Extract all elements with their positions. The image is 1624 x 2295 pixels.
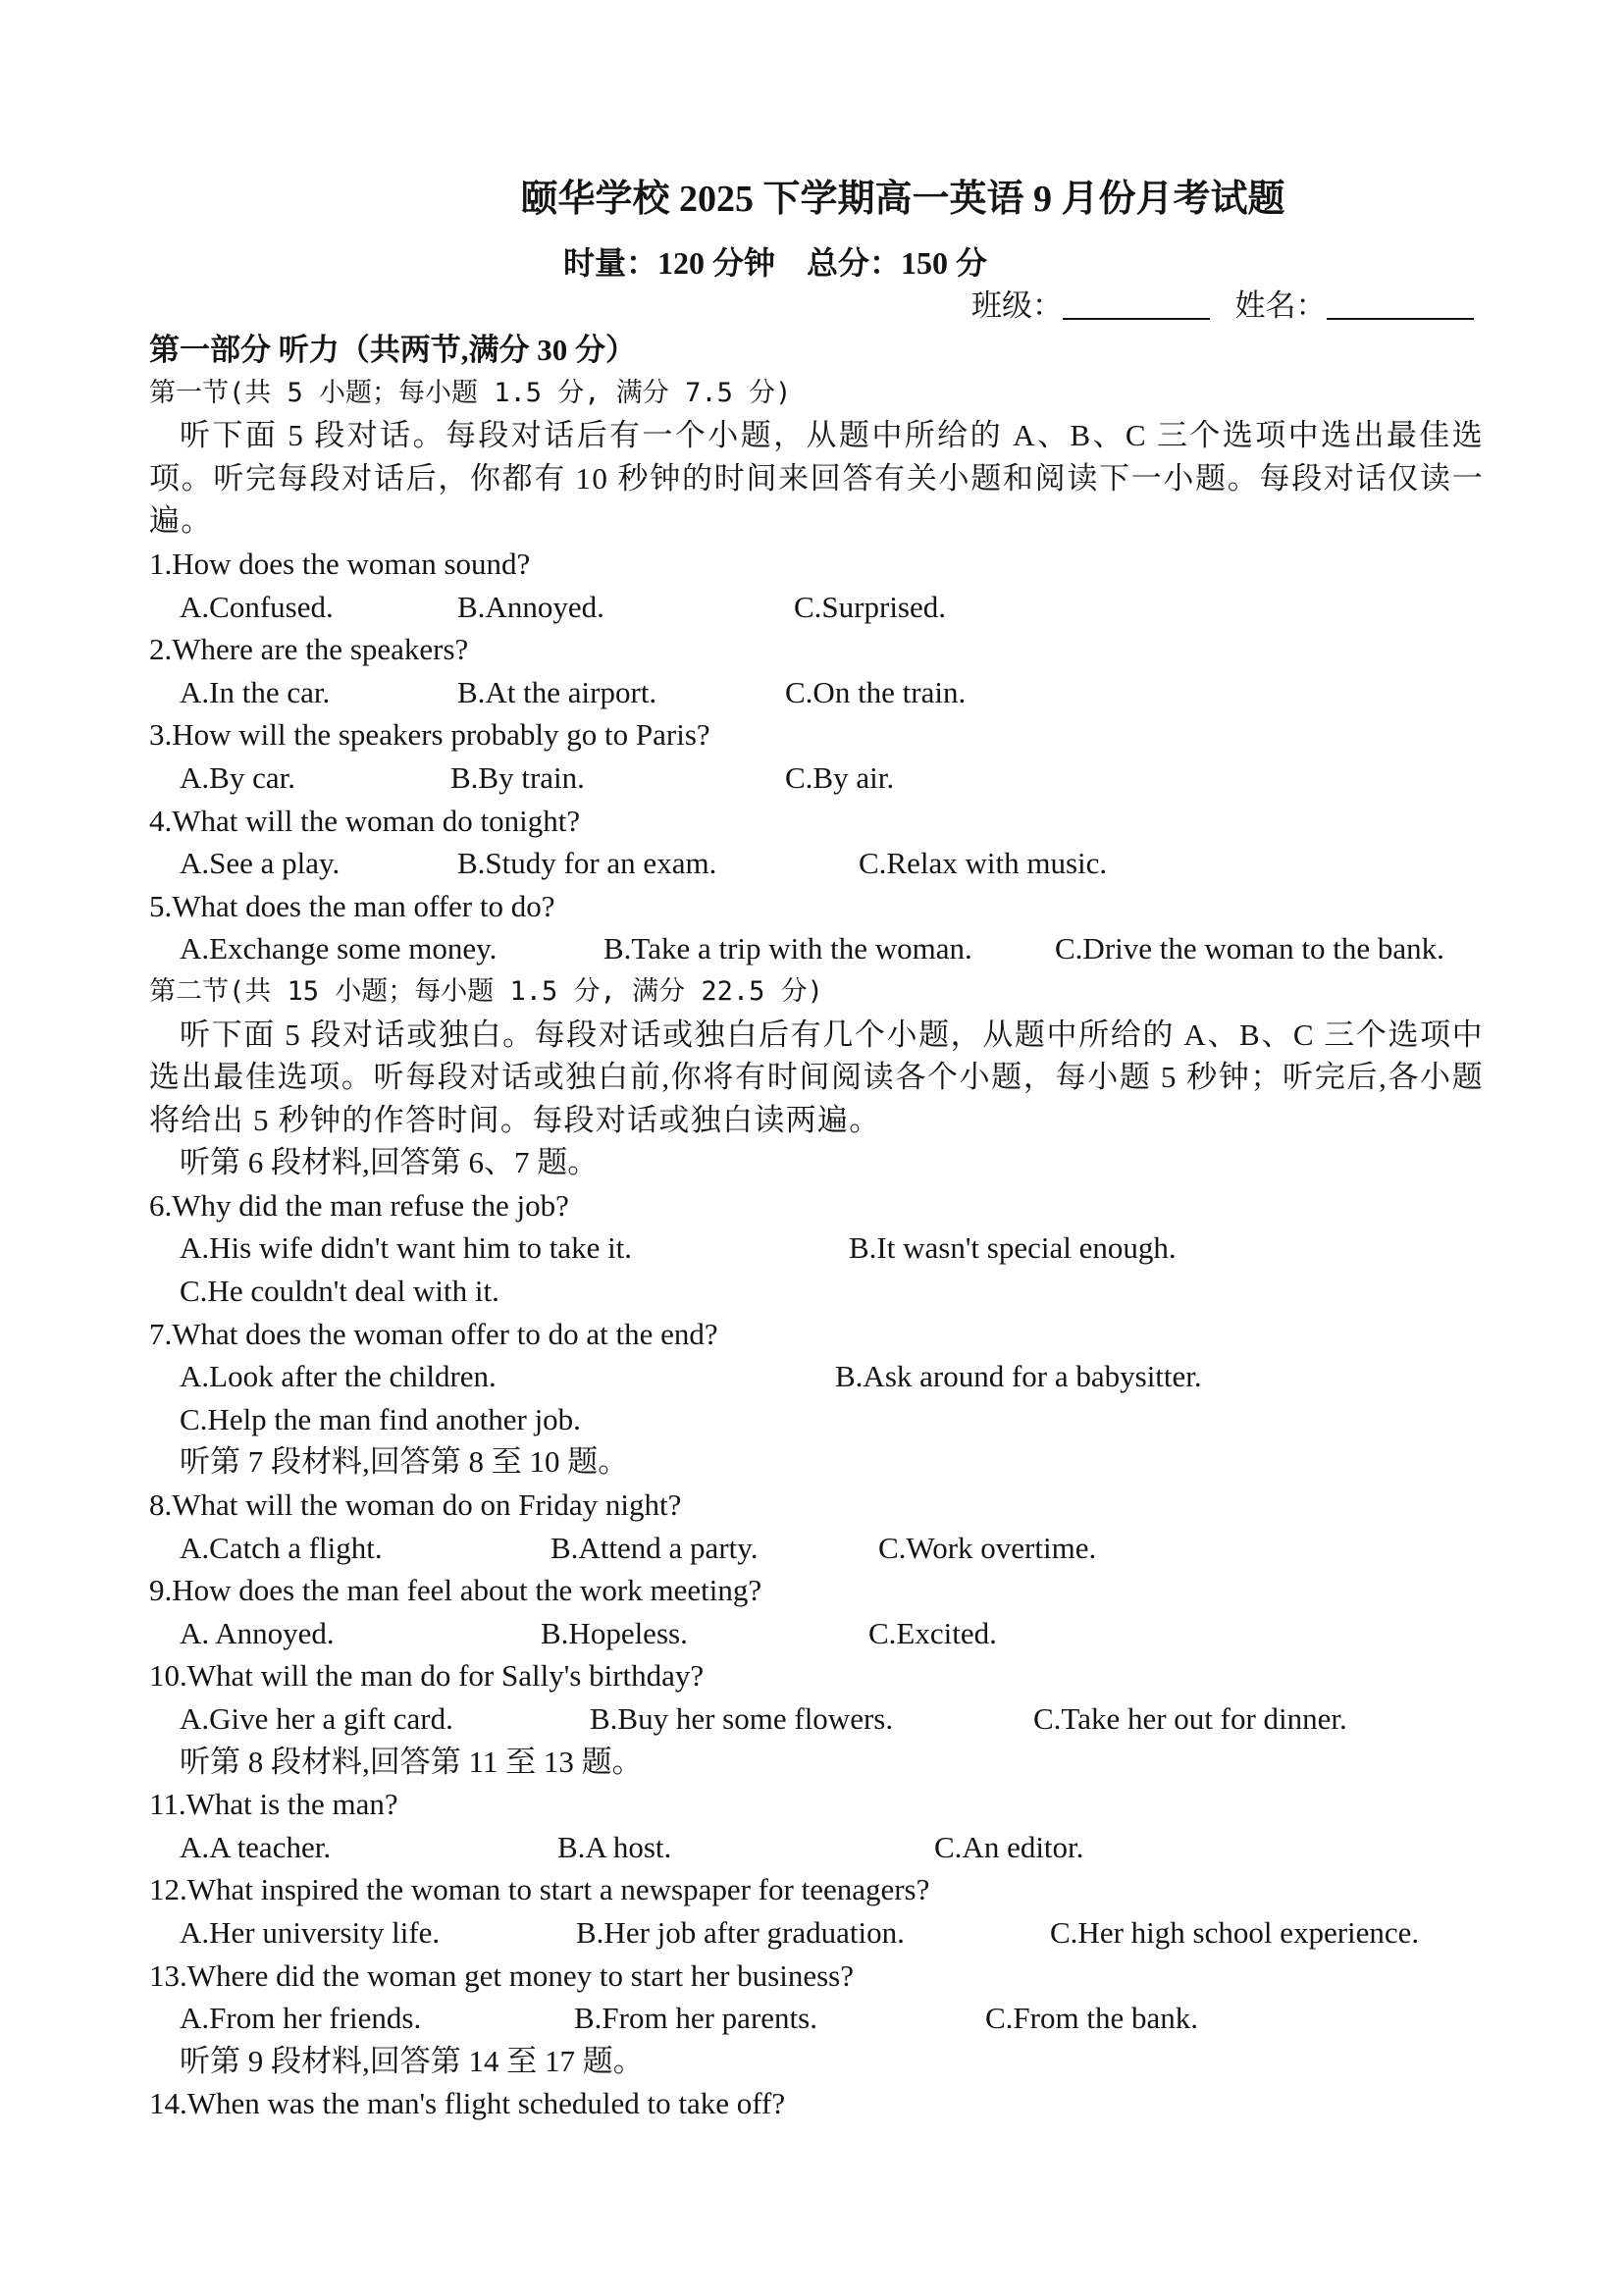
option-c: C.By air. [785, 759, 895, 795]
option-c: C.On the train. [785, 674, 967, 709]
options [149, 671, 1484, 714]
question: 2.Where are the speakers? [149, 632, 469, 667]
option-b: B.Annoyed. [457, 589, 604, 624]
option-c: C.An editor. [934, 1829, 1084, 1864]
option-b: B.Hopeless. [541, 1615, 688, 1650]
option-a: A.Confused. [180, 589, 334, 624]
options [149, 1226, 1484, 1270]
section2-instructions: 听下面 5 段对话或独白。每段对话或独白后有几个小题，从题中所给的 A、B、C 三个选项中选出最佳选项。听每段对话或独白前,你将有时间阅读各个小题，每小题 5 秒钟；听完后,各小题将给出 5 秒钟的作答时间。每段对话或独白读两遍。 [149, 1017, 1484, 1137]
part1-title: 第一部分 听力（共两节,满分 30 分） [149, 333, 636, 367]
options [149, 1997, 1484, 2040]
class-blank[interactable] [1063, 288, 1210, 320]
options [149, 1355, 1484, 1398]
question: 7.What does the woman offer to do at the end? [149, 1316, 718, 1351]
option-a: A.From her friends. [180, 2001, 422, 2036]
options [149, 1826, 1484, 1869]
option-b: B.Ask around for a babysitter. [835, 1359, 1202, 1394]
option-a: A.Give her a gift card. [180, 1701, 453, 1736]
material-9-note: 听第 9 段材料,回答第 14 至 17 题。 [180, 2043, 644, 2078]
question: 11.What is the man? [149, 1787, 398, 1822]
question: 12.What inspired the woman to start a newspaper for teenagers? [149, 1872, 930, 1907]
section1-instructions: 听下面 5 段对话。每段对话后有一个小题，从题中所给的 A、B、C 三个选项中选出最佳选项。听完每段对话后，你都有 10 秒钟的时间来回答有关小题和阅读下一小题。每段对话仅读一遍。 [149, 418, 1484, 539]
option-c: C.Excited. [868, 1615, 997, 1650]
option-a: A.In the car. [180, 674, 331, 709]
option-b: B.Buy her some flowers. [590, 1701, 894, 1736]
option-c: C.From the bank. [985, 2001, 1198, 2036]
option-b: B.A host. [557, 1829, 672, 1864]
question: 5.What does the man offer to do? [149, 888, 555, 923]
section2-title: 第二节(共 15 小题；每小题 1.5 分, 满分 22.5 分) [149, 975, 823, 1007]
option-c: C.Her high school experience. [1050, 1914, 1420, 1950]
option-a: A.His wife didn't want him to take it. [180, 1230, 633, 1266]
option-c: C.Drive the woman to the bank. [1055, 931, 1444, 966]
option-c: C.Surprised. [794, 589, 946, 624]
section1-title: 第一节(共 5 小题；每小题 1.5 分, 满分 7.5 分) [149, 377, 792, 408]
option-a: A.Catch a flight. [180, 1530, 383, 1565]
options [149, 1911, 1484, 1955]
question: 14.When was the man's flight scheduled to take off? [149, 2086, 786, 2121]
option-b: B.Take a trip with the woman. [603, 931, 972, 966]
option-b: B.It wasn't special enough. [849, 1230, 1177, 1266]
option-c: C.Take her out for dinner. [1033, 1701, 1347, 1736]
class-name-line [971, 285, 1482, 328]
material-7-note: 听第 7 段材料,回答第 8 至 10 题。 [180, 1444, 629, 1480]
option-b: B.By train. [450, 759, 585, 795]
options [149, 1398, 1484, 1441]
material-6-note: 听第 6 段材料,回答第 6、7 题。 [180, 1145, 599, 1180]
option-c: C.Help the man find another job. [180, 1401, 581, 1436]
option-b: B.At the airport. [457, 674, 657, 709]
option-c: C.Work overtime. [878, 1530, 1097, 1565]
options [149, 756, 1484, 800]
options [149, 842, 1484, 885]
option-b: B.Attend a party. [550, 1530, 759, 1565]
class-label: 班级： [971, 288, 1063, 323]
question: 4.What will the woman do tonight? [149, 803, 581, 838]
question: 1.How does the woman sound? [149, 546, 531, 581]
material-8-note: 听第 8 段材料,回答第 11 至 13 题。 [180, 1744, 643, 1779]
name-label: 姓名： [1234, 288, 1327, 323]
option-a: A.A teacher. [180, 1829, 332, 1864]
time-and-score: 时量：120 分钟 总分：150 分 [562, 245, 987, 281]
option-c: C.He couldn't deal with it. [180, 1274, 499, 1309]
option-a: A.Her university life. [180, 1914, 441, 1950]
question: 10.What will the man do for Sally's birthday? [149, 1658, 705, 1694]
exam-title: 颐华学校 2025 下学期高一英语 9 月份月考试题 [520, 179, 1285, 220]
option-b: B.From her parents. [574, 2001, 817, 2036]
question: 9.How does the man feel about the work meeting? [149, 1573, 762, 1608]
option-b: B.Her job after graduation. [576, 1914, 905, 1950]
question: 6.Why did the man refuse the job? [149, 1187, 569, 1223]
options [149, 1527, 1484, 1570]
options [149, 586, 1484, 629]
options [149, 927, 1484, 970]
option-a: A.Look after the children. [180, 1359, 497, 1394]
option-a: A.See a play. [180, 846, 341, 881]
option-b: B.Study for an exam. [457, 846, 717, 881]
question: 8.What will the woman do on Friday night? [149, 1487, 682, 1523]
exam-body [149, 329, 1484, 2125]
option-a: A.By car. [180, 759, 295, 795]
question: 3.How will the speakers probably go to Paris? [149, 717, 710, 753]
options [149, 1612, 1484, 1655]
option-a: A.Exchange some money. [180, 931, 498, 966]
option-c: C.Relax with music. [859, 846, 1108, 881]
question: 13.Where did the woman get money to start her business? [149, 1957, 854, 1993]
options [149, 1697, 1484, 1741]
name-blank[interactable] [1327, 288, 1474, 320]
options [149, 1270, 1484, 1313]
option-a: A. Annoyed. [180, 1615, 335, 1650]
